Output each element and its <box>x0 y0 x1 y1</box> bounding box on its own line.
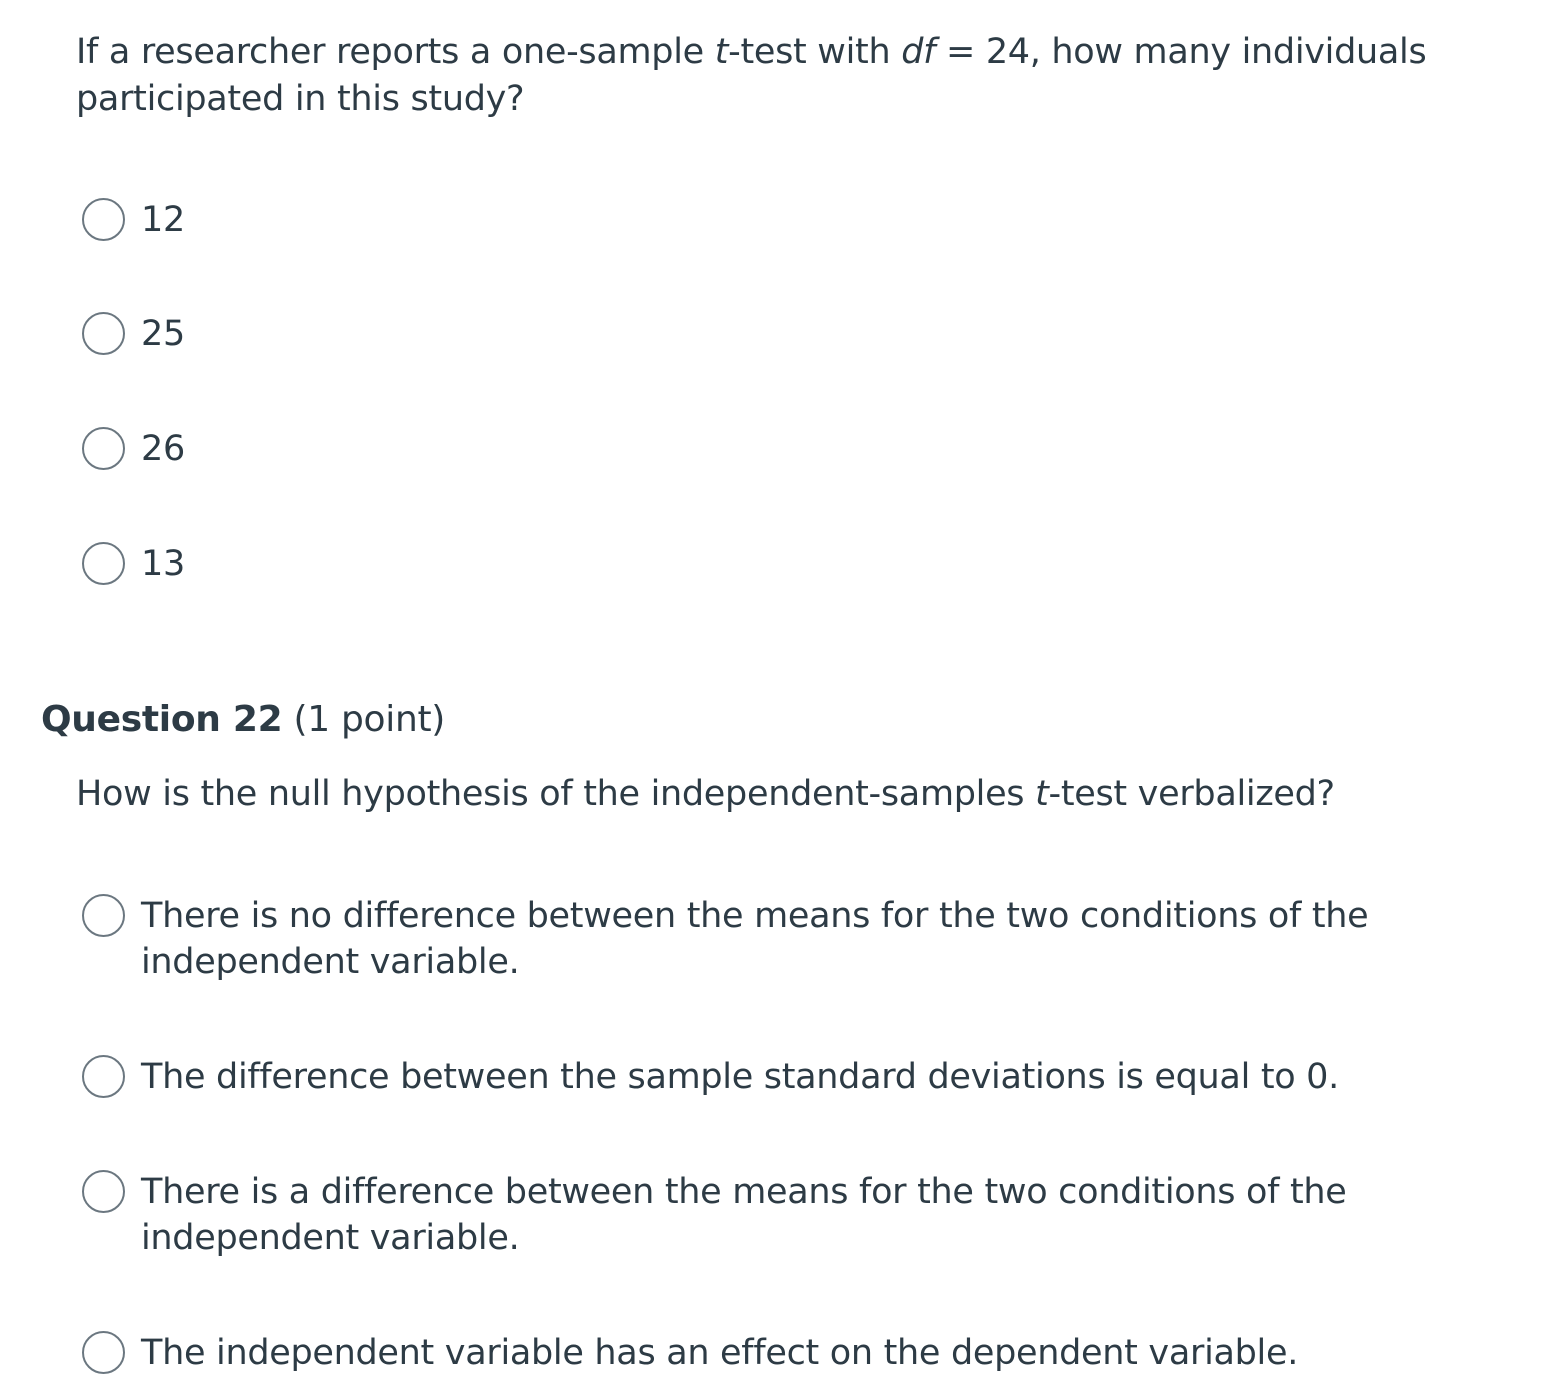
q21-option-label: 13 <box>141 544 185 584</box>
q22-text-before: How is the null hypothesis of the independent-samples <box>76 774 1036 814</box>
q22-option-1[interactable] <box>82 893 1401 985</box>
q21-option-label: 26 <box>141 429 185 469</box>
radio-button[interactable] <box>82 198 125 241</box>
q21-option-2[interactable] <box>82 311 1401 357</box>
q21-option-4[interactable] <box>82 541 1401 587</box>
q22-option-4[interactable] <box>82 1330 1401 1376</box>
question-22-header <box>41 697 445 743</box>
q22-option-label: There is a difference between the means for the two conditions of the independent variable. <box>141 1172 1347 1258</box>
q22-option-label: The difference between the sample standard deviations is equal to 0. <box>141 1057 1339 1097</box>
question-21-text <box>76 29 1476 123</box>
radio-button[interactable] <box>82 1170 125 1213</box>
q21-text-before: If a researcher reports a one-sample <box>76 32 715 72</box>
question-number: Question 22 <box>41 699 283 740</box>
q21-text-mid: -test with <box>728 32 902 72</box>
q21-option-label: 12 <box>141 200 185 240</box>
q21-df-italic: df <box>901 32 936 72</box>
radio-button[interactable] <box>82 1331 125 1374</box>
q21-option-3[interactable] <box>82 426 1401 472</box>
radio-button[interactable] <box>82 894 125 937</box>
q22-option-3[interactable] <box>82 1169 1401 1261</box>
q22-text-after: -test verbalized? <box>1048 774 1335 814</box>
q21-option-label: 25 <box>141 314 185 354</box>
q21-text-after: = 24, how many individuals participated in this study? <box>76 32 1427 119</box>
question-points: (1 point) <box>293 699 446 740</box>
question-22-text <box>76 771 1476 818</box>
radio-button[interactable] <box>82 1055 125 1098</box>
q22-option-label: There is no difference between the means for the two conditions of the independent variable. <box>141 896 1369 982</box>
radio-button[interactable] <box>82 542 125 585</box>
q21-option-1[interactable] <box>82 197 1401 243</box>
radio-button[interactable] <box>82 427 125 470</box>
q22-option-label: The independent variable has an effect on the dependent variable. <box>141 1333 1299 1373</box>
q22-t-italic: t <box>1035 774 1049 814</box>
q21-t-italic: t <box>714 32 729 72</box>
q22-option-2[interactable] <box>82 1054 1401 1100</box>
radio-button[interactable] <box>82 312 125 355</box>
